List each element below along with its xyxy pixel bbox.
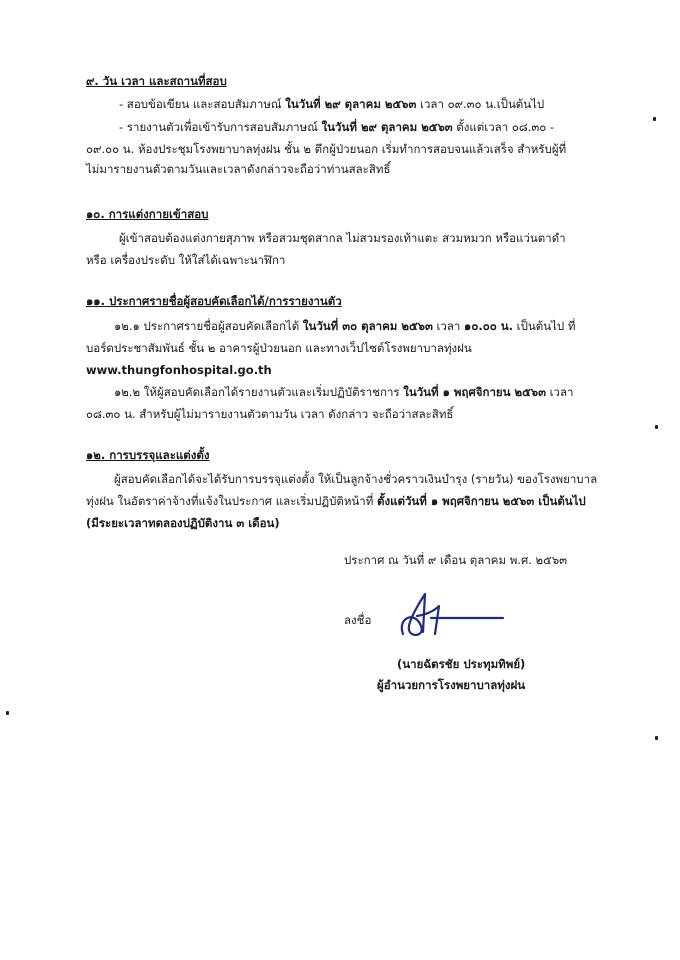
scan-speck bbox=[655, 425, 658, 429]
section-12-heading: ๑๒. การบรรจุและแต่งตั้ง bbox=[86, 448, 210, 462]
section-9-line-4: ไม่มารายงานตัวตามวันและเวลาดังกล่าวจะถือว่าท่านสละสิทธิ์ bbox=[86, 162, 391, 176]
section-12-line-1: ผู้สอบคัดเลือกได้จะได้รับการบรรจุแต่งตั้ง ให้เป็นลูกจ้างชั่วคราวเงินบำรุง (รายวัน) ของโรงพยาบาล bbox=[114, 472, 598, 486]
section-12-line-2: ทุ่งฝน ในอัตราค่าจ้างที่แจ้งในประกาศ และเริ่มปฏิบัติหน้าที่ ตั้งแต่วันที่ ๑ พฤศจิกายน ๒๕๖๓ เป็นต้นไป bbox=[86, 494, 586, 508]
signature-mark bbox=[395, 588, 505, 644]
section-10-line-2: หรือ เครื่องประดับ ให้ใส่ได้เฉพาะนาฬิกา bbox=[86, 253, 286, 267]
scan-speck bbox=[655, 736, 658, 740]
section-9-heading: ๙. วัน เวลา และสถานที่สอบ bbox=[86, 74, 227, 88]
section-9-line-3: ๐๙.๐๐ น. ห้องประชุมโรงพยาบาลทุ่งฝน ชั้น ๒ ตึกผู้ป่วยนอก เริ่มทำการสอบจนแล้วเสร็จ สำหรับผู้ที่ bbox=[86, 142, 567, 156]
section-11-para-1-line-2: บอร์ดประชาสัมพันธ์ ชั้น ๒ อาคารผู้ป่วยนอก และทางเว็ปไซต์โรงพยาบาลทุ่งฝน bbox=[86, 341, 472, 355]
signer-name: (นายฉัตรชัย ประทุมทิพย์) bbox=[397, 657, 526, 671]
section-11-para-2-line-2: ๐๘.๓๐ น. สำหรับผู้ไม่มารายงานตัวตามวัน เวลา ดังกล่าว จะถือว่าสละสิทธิ์ bbox=[86, 407, 454, 421]
section-11-para-1: ๑๒.๑ ประกาศรายชื่อผู้สอบคัดเลือกได้ ในวันที่ ๓๐ ตุลาคม ๒๕๖๓ เวลา ๑๐.๐๐ น. เป็นต้นไป ที่ bbox=[114, 319, 576, 333]
announcement-date: ประกาศ ณ วันที่ ๙ เดือน ตุลาคม พ.ศ. ๒๕๖๓ bbox=[344, 553, 568, 567]
section-11-heading: ๑๑. ประกาศรายชื่อผู้สอบคัดเลือกได้/การรายงานตัว bbox=[86, 294, 342, 308]
section-10-heading: ๑๐. การแต่งกายเข้าสอบ bbox=[86, 207, 209, 221]
signer-title: ผู้อำนวยการโรงพยาบาลทุ่งฝน bbox=[377, 678, 526, 692]
section-9-line-1: - สอบข้อเขียน และสอบสัมภาษณ์ ในวันที่ ๒๙ ตุลาคม ๒๕๖๓ เวลา ๐๙.๓๐ น.เป็นต้นไป bbox=[119, 97, 545, 111]
section-11-para-2: ๑๒.๒ ให้ผู้สอบคัดเลือกได้รายงานตัวและเริ่มปฏิบัติราชการ ในวันที่ ๑ พฤศจิกายน ๒๕๖๓ เวลา bbox=[114, 385, 574, 399]
scan-speck bbox=[6, 711, 9, 715]
section-10-line-1: ผู้เข้าสอบต้องแต่งกายสุภาพ หรือสวมชุดสากล ไม่สวมรองเท้าแตะ สวมหมวก หรือแว่นตาดำ bbox=[119, 231, 566, 245]
sign-label: ลงชื่อ bbox=[344, 613, 372, 627]
section-12-line-3: (มีระยะเวลาทดลองปฏิบัติงาน ๓ เดือน) bbox=[86, 516, 280, 530]
section-9-line-2: - รายงานตัวเพื่อเข้ารับการสอบสัมภาษณ์ ในวันที่ ๒๙ ตุลาคม ๒๕๖๓ ตั้งแต่เวลา ๐๘.๓๐ - bbox=[119, 120, 555, 134]
scan-speck bbox=[653, 117, 656, 121]
hospital-website: www.thungfonhospital.go.th bbox=[86, 363, 272, 377]
